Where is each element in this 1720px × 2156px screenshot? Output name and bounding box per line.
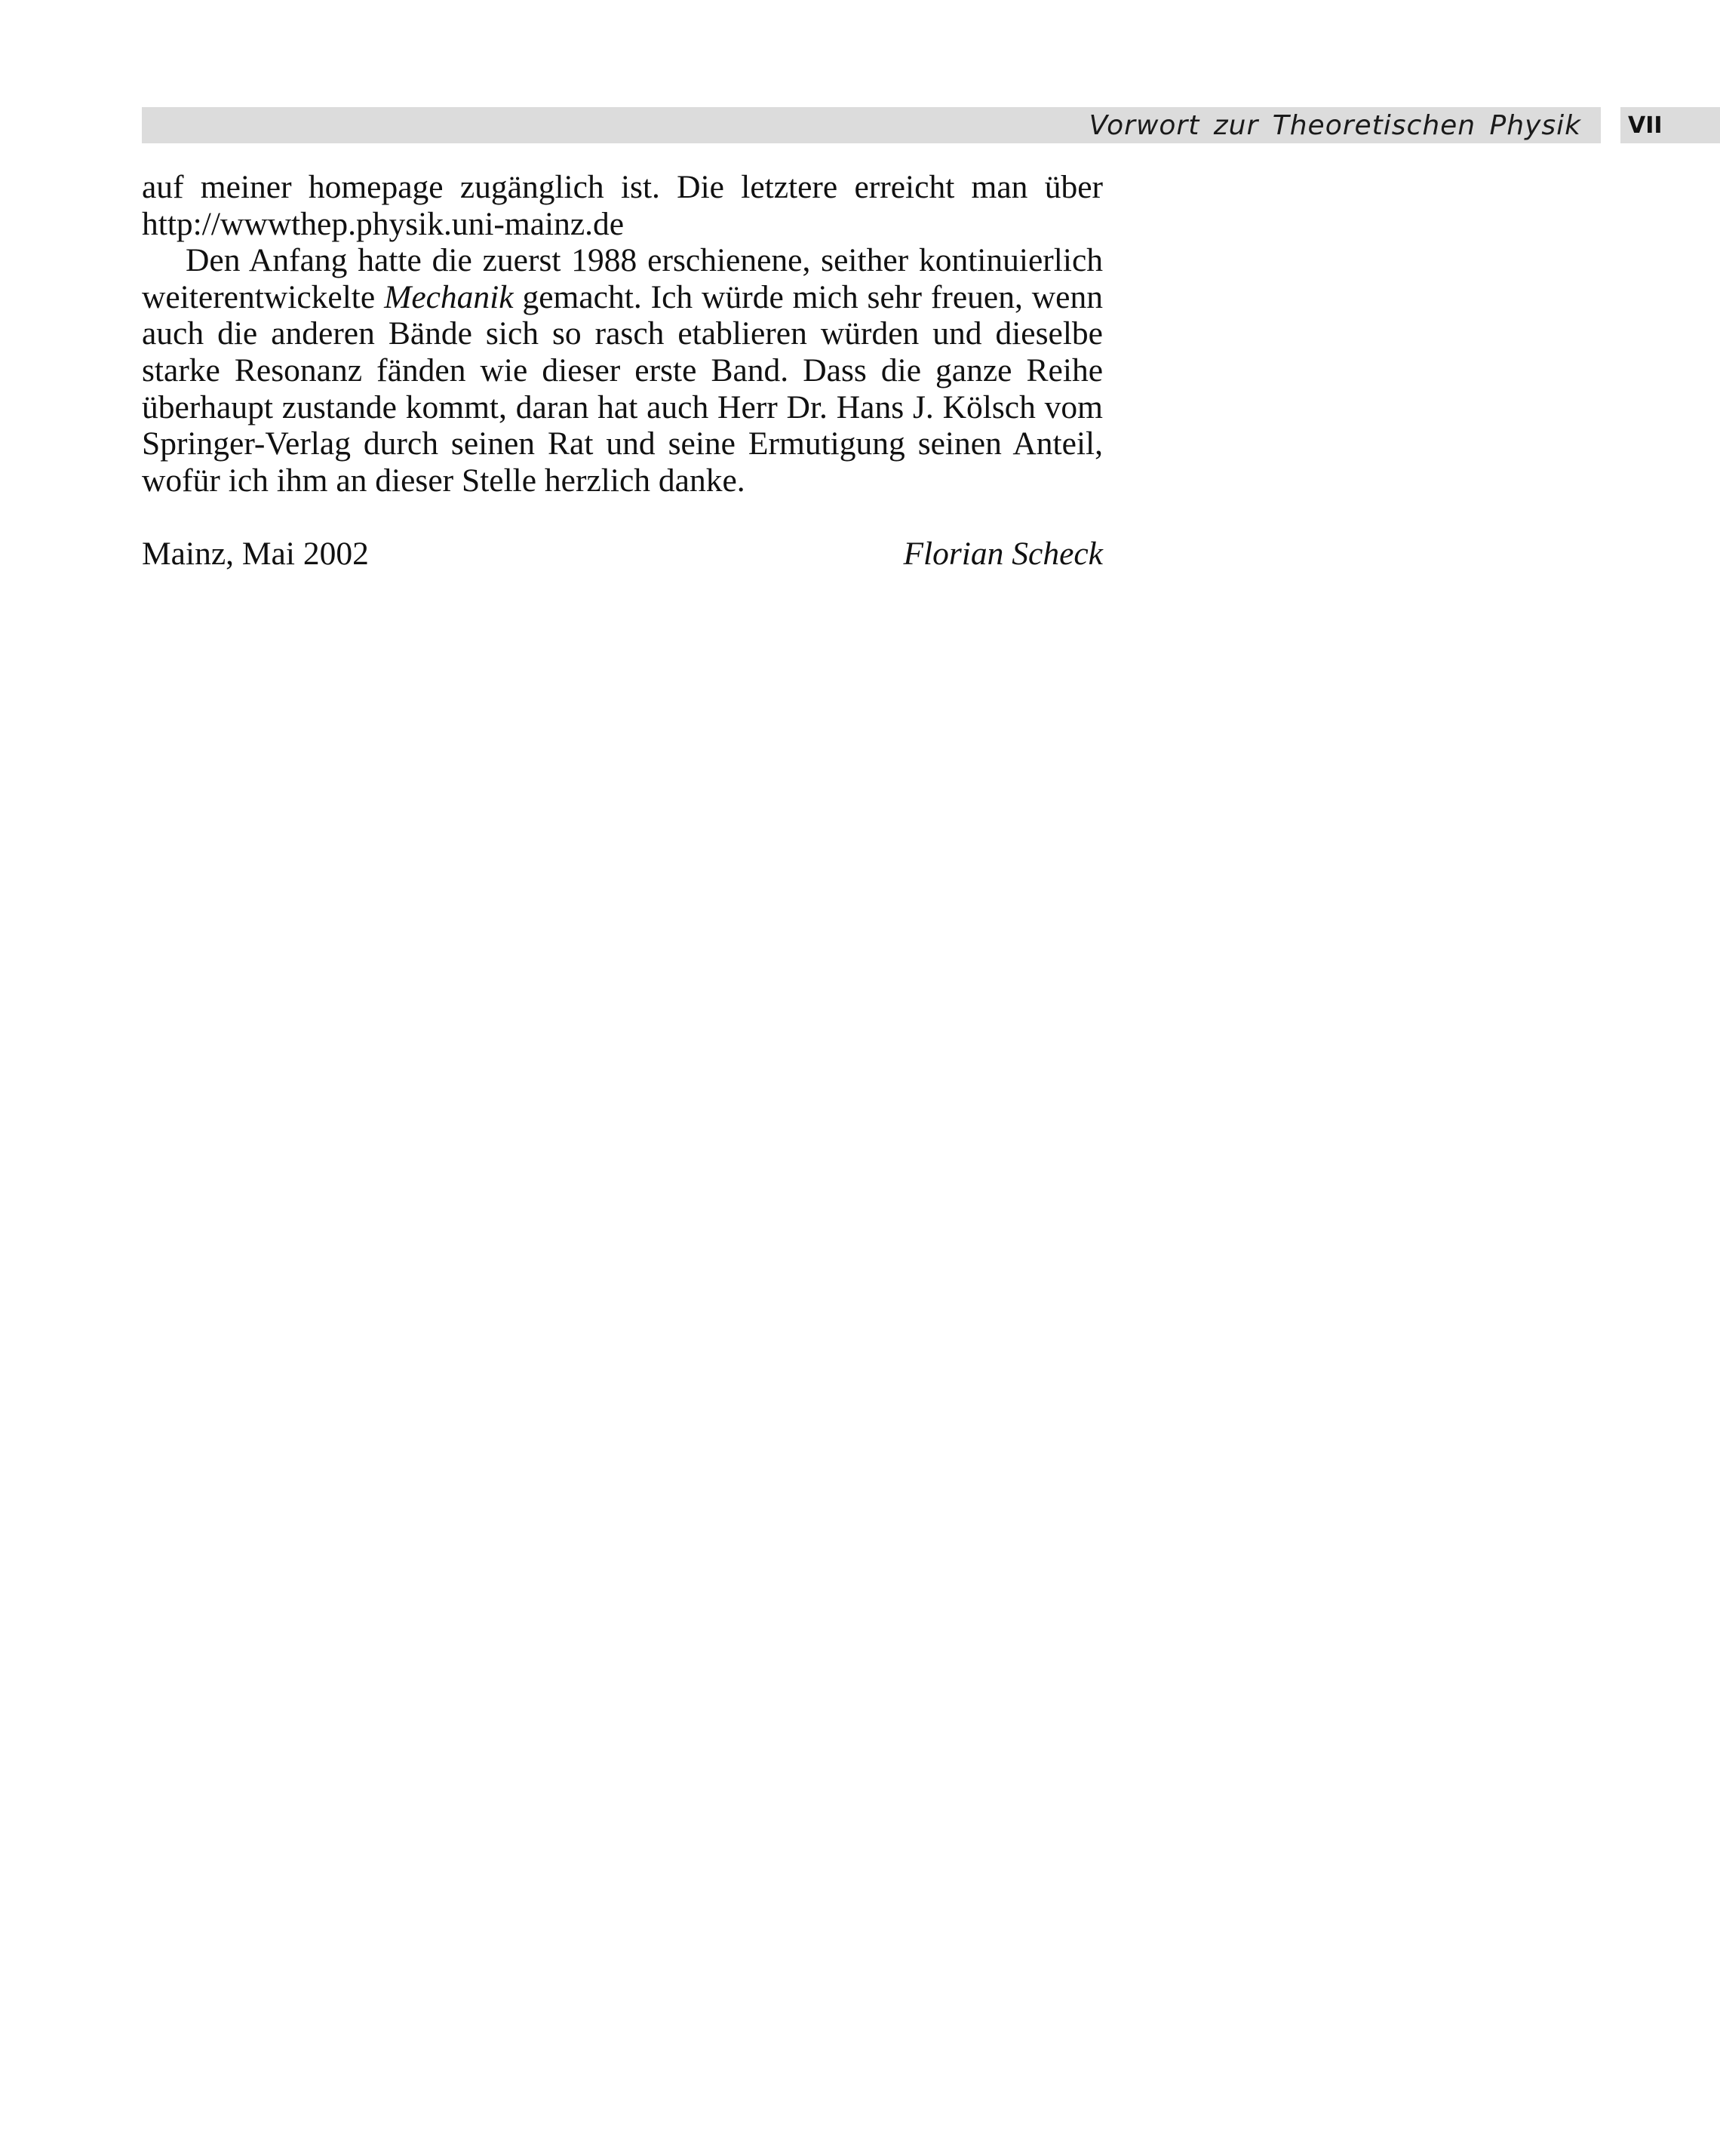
- text-line: starke Resonanz fänden wie dieser erste Band. Dass die ganze Reihe: [142, 352, 1103, 389]
- author-name: Florian Scheck: [903, 536, 1103, 572]
- text-line: überhaupt zustande kommt, daran hat auch Herr Dr. Hans J. Kölsch vom: [142, 389, 1103, 425]
- paragraph: [142, 169, 1103, 242]
- running-head: [142, 107, 1601, 143]
- paragraph: [142, 242, 1103, 499]
- signature-row: [142, 536, 1103, 572]
- text-line: Den Anfang hatte die zuerst 1988 erschienene, seither kontinuierlich: [186, 242, 1103, 279]
- text-line: [142, 279, 1103, 316]
- text-line: auch die anderen Bände sich so rasch etablieren würden und dieselbe: [142, 315, 1103, 352]
- page-number-box: [1620, 107, 1720, 143]
- body-text: [142, 169, 1103, 499]
- page-number: VII: [1628, 112, 1663, 139]
- text-run: gemacht. Ich würde mich sehr freuen, wenn: [513, 278, 1103, 315]
- place-date: Mainz, Mai 2002: [142, 536, 369, 572]
- text-line: Springer-Verlag durch seinen Rat und seine Ermutigung seinen Anteil,: [142, 425, 1103, 462]
- text-run: weiterentwickelte: [142, 278, 385, 315]
- text-line: wofür ich ihm an dieser Stelle herzlich danke.: [142, 462, 745, 499]
- running-head-title: Vorwort zur Theoretischen Physik: [1089, 109, 1581, 141]
- text-line: auf meiner homepage zugänglich ist. Die letztere erreicht man über: [142, 169, 1103, 205]
- book-title: Mechanik: [384, 278, 514, 315]
- url-line: http://wwwthep.physik.uni-mainz.de: [142, 205, 625, 242]
